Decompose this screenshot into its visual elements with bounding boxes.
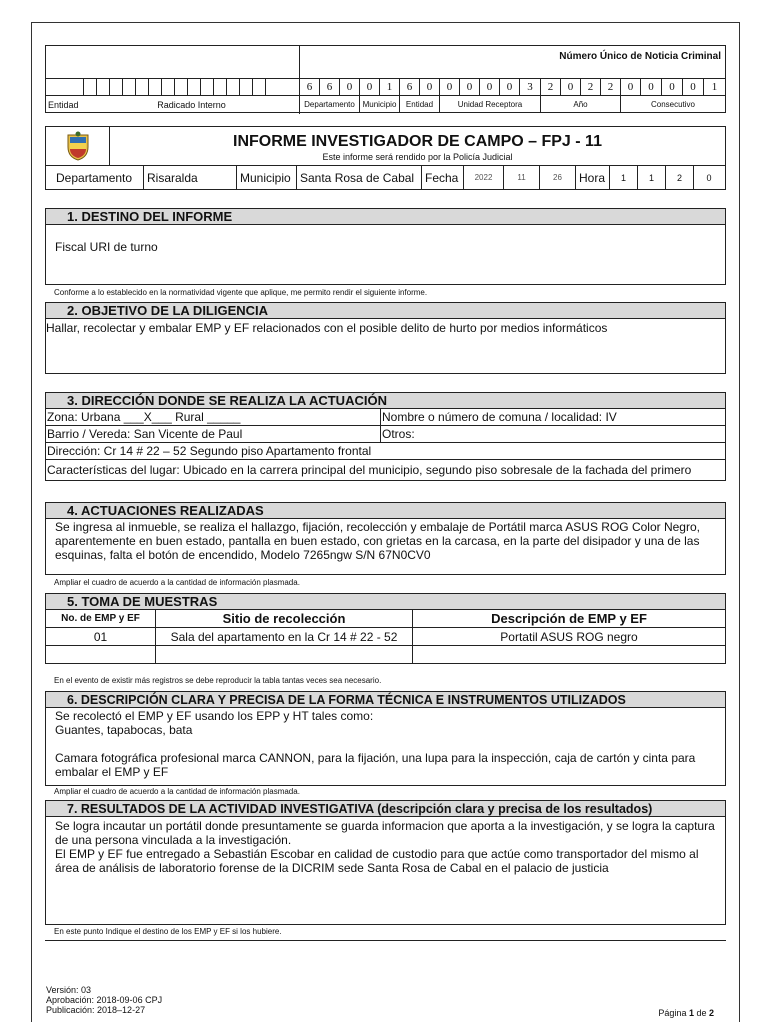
dept-value: Risaralda xyxy=(144,166,237,189)
noticia-digit: 3 xyxy=(520,79,541,95)
muestras-table xyxy=(45,609,726,664)
radicado-label: Radicado Interno xyxy=(157,99,226,110)
section-actuaciones xyxy=(45,502,726,575)
hora-digit-3: 2 xyxy=(666,166,694,189)
destino-body: Fiscal URI de turno xyxy=(45,225,726,285)
divider xyxy=(45,940,726,941)
resultados-note: En este punto Indique el destino de los EMP y EF si los hubiere. xyxy=(54,927,282,936)
radicado-box xyxy=(97,79,110,95)
anio-caption: Año xyxy=(541,96,621,113)
tecnica-line-3: Camara fotográfica profesional marca CANNON, para la fijación, una lupa para la inspección, caja de cartón y cinta para embalar el EMP y EF xyxy=(55,751,696,779)
noticia-digit: 0 xyxy=(420,79,440,95)
table-row xyxy=(46,628,726,646)
noticia-digit: 1 xyxy=(380,79,400,95)
actuaciones-body: Se ingresa al inmueble, se realiza el hallazgo, fijación, recolección y embalaje de Portátil marca ASUS ROG Color Negro, aparentemente en buen estado, pantalla en buen estado, con grietas en la carcasa, en la parte del disipador y una de las esquinas, falta el botón de encendido, Modelo 7265ngw S/N 67N0CV0 xyxy=(45,519,726,575)
zona-field: Zona: Urbana ___X___ Rural _____ xyxy=(46,409,381,426)
section-2-title: 2. OBJETIVO DE LA DILIGENCIA xyxy=(45,302,726,319)
noticia-digit: 2 xyxy=(541,79,561,95)
section-resultados xyxy=(45,800,726,925)
col-header-numero: No. de EMP y EF xyxy=(46,610,156,628)
radicado-box xyxy=(175,79,188,95)
consecutivo-caption: Consecutivo xyxy=(650,100,696,109)
radicado-box xyxy=(201,79,214,95)
caracteristicas-field: Características del lugar: Ubicado en la carrera principal del municipio, segundo piso sobresale de la fachada del primero xyxy=(47,463,692,477)
cell-numero: 01 xyxy=(46,628,156,646)
noticia-digit: 0 xyxy=(460,79,480,95)
actuaciones-note: Ampliar el cuadro de acuerdo a la cantidad de información plasmada. xyxy=(54,578,300,587)
hora-digit-2: 1 xyxy=(638,166,666,189)
noticia-digit: 0 xyxy=(500,79,520,95)
barrio-field: Barrio / Vereda: San Vicente de Paul xyxy=(46,426,381,443)
tecnica-line-2: Guantes, tapabocas, bata xyxy=(55,723,193,737)
section-muestras xyxy=(45,593,726,664)
destino-note: Conforme a lo establecido en la normatividad vigente que aplique, me permito rendir el siguiente informe. xyxy=(54,288,428,297)
national-shield-icon xyxy=(46,127,110,165)
page-number-sep: de xyxy=(693,1008,709,1018)
noticia-digit: 0 xyxy=(561,79,581,95)
noticia-digit: 0 xyxy=(621,79,641,95)
radicado-box xyxy=(240,79,253,95)
dept-label: Departamento xyxy=(46,166,144,189)
page-current: 1 xyxy=(688,1008,694,1018)
noticia-digit: 0 xyxy=(683,79,704,95)
fecha-month: 11 xyxy=(504,166,540,189)
entidad-label: Entidad xyxy=(48,99,79,110)
resultados-paragraph-2: El EMP y EF fue entregado a Sebastián Escobar en calidad de custodio para que actúe como transportador del mismo al área de análisis de laboratorio forense de la DICRIM sede Santa Rosa de Cabal en el palacio de justicia xyxy=(55,847,699,875)
noticia-digit: 2 xyxy=(581,79,601,95)
page-total: 2 xyxy=(708,1008,714,1018)
section-destino xyxy=(45,208,726,285)
direccion-field: Dirección: Cr 14 # 22 – 52 Segundo piso Apartamento frontal xyxy=(46,443,725,460)
tecnica-line-1: Se recolectó el EMP y EF usando los EPP y HT tales como: xyxy=(55,709,374,723)
fecha-day: 26 xyxy=(540,166,576,189)
noticia-digit: 2 xyxy=(601,79,621,95)
numero-unico-title: Número Único de Noticia Criminal xyxy=(559,51,721,62)
tecnica-body xyxy=(45,708,726,786)
muestras-note: En el evento de existir más registros se debe reproducir la tabla tantas veces sea necesario. xyxy=(54,676,382,685)
form-title-block xyxy=(45,126,726,166)
section-5-title: 5. TOMA DE MUESTRAS xyxy=(45,593,726,610)
resultados-paragraph-1: Se logra incautar un portátil donde presuntamente se guarda informacion que aporta a la investigación, y se logra la captura de una persona vinculada a la investigación. xyxy=(55,819,715,847)
form-title: INFORME INVESTIGADOR DE CAMPO – FPJ - 11 xyxy=(233,133,602,150)
table-row-empty xyxy=(46,646,726,664)
hora-label: Hora xyxy=(576,166,610,189)
numero-unico-block xyxy=(300,46,727,114)
table-header-row xyxy=(46,610,726,628)
noticia-criminal-header xyxy=(45,45,726,113)
section-7-title: 7. RESULTADOS DE LA ACTIVIDAD INVESTIGATIVA (descripción clara y precisa de los resultados) xyxy=(45,800,726,817)
section-6-title: 6. DESCRIPCIÓN CLARA Y PRECISA DE LA FORMA TÉCNICA E INSTRUMENTOS UTILIZADOS xyxy=(45,691,726,708)
section-1-title: 1. DESTINO DEL INFORME xyxy=(45,208,726,225)
hora-digit-4: 0 xyxy=(706,172,712,183)
radicado-box xyxy=(266,79,279,95)
section-3-title: 3. DIRECCIÓN DONDE SE REALIZA LA ACTUACIÓN xyxy=(45,392,726,409)
mun-value: Santa Rosa de Cabal xyxy=(297,166,422,189)
comuna-field: Nombre o número de comuna / localidad: IV xyxy=(381,409,725,426)
noticia-digit: 0 xyxy=(662,79,683,95)
tecnica-note: Ampliar el cuadro de acuerdo a la cantidad de información plasmada. xyxy=(54,787,300,796)
radicado-box xyxy=(110,79,123,95)
section-objetivo xyxy=(45,302,726,374)
entidad-radicado-block xyxy=(46,46,300,114)
noticia-digit: 0 xyxy=(641,79,662,95)
radicado-box xyxy=(188,79,201,95)
page-number xyxy=(658,1008,714,1018)
radicado-box xyxy=(46,79,84,95)
footer-version: Versión: 03 xyxy=(46,985,92,995)
noticia-digit: 1 xyxy=(711,81,718,93)
hora-digit-1: 1 xyxy=(610,166,638,189)
noticia-digit: 6 xyxy=(300,79,320,95)
noticia-digit: 0 xyxy=(360,79,380,95)
footer-meta xyxy=(46,985,162,1015)
col-header-descripcion: Descripción de EMP y EF xyxy=(413,610,726,628)
direccion-body xyxy=(45,409,726,481)
footer-aprobacion: Aprobación: 2018-09-06 CPJ xyxy=(46,995,163,1005)
cell-descripcion: Portatil ASUS ROG negro xyxy=(413,628,726,646)
form-subtitle: Este informe será rendido por la Policía Judicial xyxy=(322,152,513,162)
radicado-box xyxy=(253,79,266,95)
section-4-title: 4. ACTUACIONES REALIZADAS xyxy=(45,502,726,519)
section-descripcion-tecnica xyxy=(45,691,726,786)
municipio-caption: Municipio xyxy=(360,96,400,113)
mun-label: Municipio xyxy=(237,166,297,189)
resultados-body xyxy=(45,817,726,925)
noticia-digit: 0 xyxy=(480,79,500,95)
radicado-box xyxy=(84,79,97,95)
radicado-box xyxy=(136,79,149,95)
objetivo-body: Hallar, recolectar y embalar EMP y EF relacionados con el posible delito de hurto por medios informáticos xyxy=(45,319,726,374)
fecha-year: 2022 xyxy=(464,166,504,189)
otros-field: Otros: xyxy=(381,426,725,443)
radicado-box xyxy=(227,79,240,95)
cell-sitio: Sala del apartamento en la Cr 14 # 22 - 52 xyxy=(156,628,413,646)
page-number-prefix: Página xyxy=(658,1008,689,1018)
col-header-sitio: Sitio de recolección xyxy=(156,610,413,628)
departamento-caption: Departamento xyxy=(300,96,360,113)
section-direccion xyxy=(45,392,726,481)
entidad-caption: Entidad xyxy=(400,96,440,113)
noticia-digit: 6 xyxy=(400,79,420,95)
noticia-digit: 6 xyxy=(320,79,340,95)
noticia-digit: 0 xyxy=(340,79,360,95)
location-row xyxy=(45,166,726,190)
noticia-digit: 0 xyxy=(440,79,460,95)
fecha-label: Fecha xyxy=(422,166,464,189)
radicado-box xyxy=(149,79,162,95)
radicado-box xyxy=(123,79,136,95)
unidad-caption: Unidad Receptora xyxy=(440,96,541,113)
radicado-box xyxy=(162,79,175,95)
footer-publicacion: Publicación: 2018–12-27 xyxy=(46,1005,146,1015)
radicado-box xyxy=(214,79,227,95)
